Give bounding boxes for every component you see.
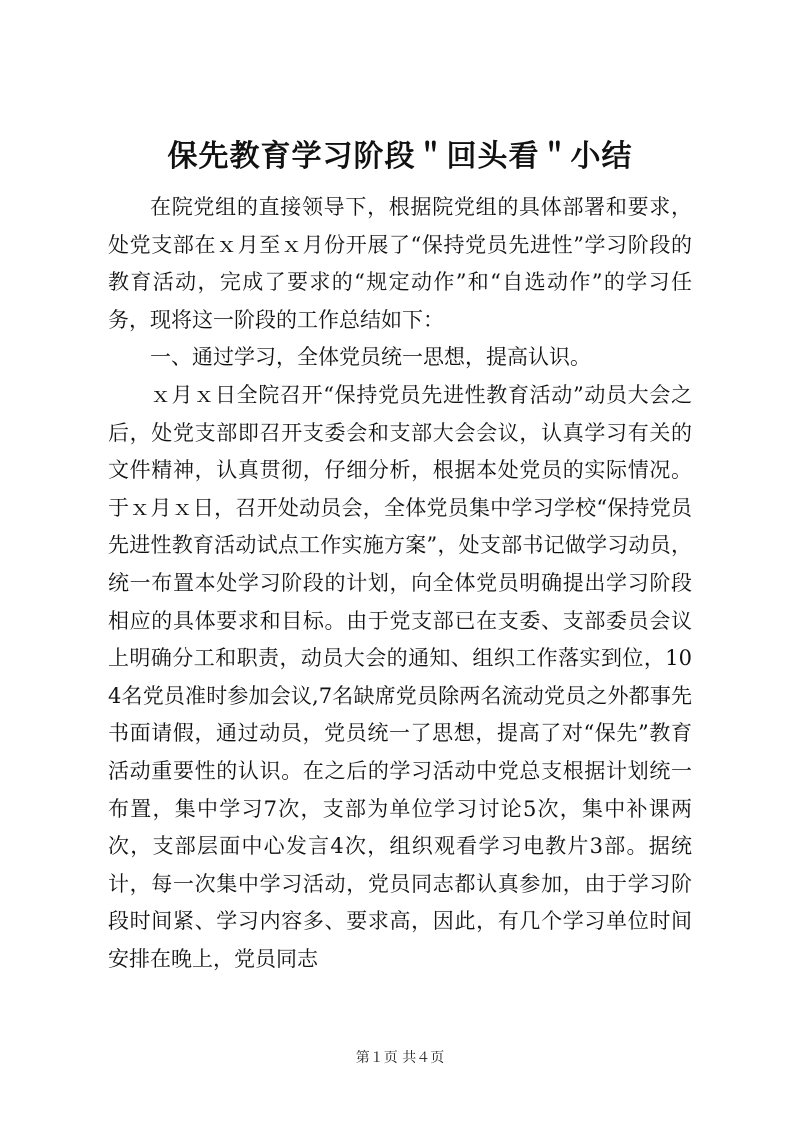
document-body xyxy=(108,189,692,978)
body-paragraph-intro: 在院党组的直接领导下，根据院党组的具体部署和要求，处党支部在ｘ月至ｘ月份开展了“保持党员先进性”学习阶段的教育活动，完成了要求的“规定动作”和“自选动作”的学习任务，现将这一阶段的工作总结如下： xyxy=(108,195,692,332)
section-heading-1: 一、通过学习，全体党员统一思想，提高认识。 xyxy=(150,345,591,370)
document-title: 保先教育学习阶段＂回头看＂小结 xyxy=(167,139,633,174)
page-number-footer: 第１页 共４页 xyxy=(355,1050,445,1066)
body-paragraph-section-1: ｘ月ｘ日全院召开“保持党员先进性教育活动”动员大会之后，处党支部即召开支委会和支部大会会议，认真学习有关的文件精神，认真贯彻，仔细分析，根据本处党员的实际情况。于ｘ月ｘ日，召开处动员会，全体党员集中学习学校“保持党员先进性教育活动试点工作实施方案”，处支部书记做学习动员，统一布置本处学习阶段的计划，向全体党员明确提出学习阶段相应的具体要求和目标。由于党支部已在支委、支部委员会议上明确分工和职责，动员大会的通知、组织工作落实到位，104名党员准时参加会议,7名缺席党员除两名流动党员之外都事先书面请假，通过动员，党员统一了思想，提高了对“保先”教育活动重要性的认识。在之后的学习活动中党总支根据计划统一布置，集中学习7次，支部为单位学习讨论5次，集中补课两次，支部层面中心发言4次，组织观看学习电教片3部。据统计，每一次集中学习活动，党员同志都认真参加，由于学习阶段时间紧、学习内容多、要求高，因此，有几个学习单位时间安排在晚上，党员同志 xyxy=(108,382,692,971)
